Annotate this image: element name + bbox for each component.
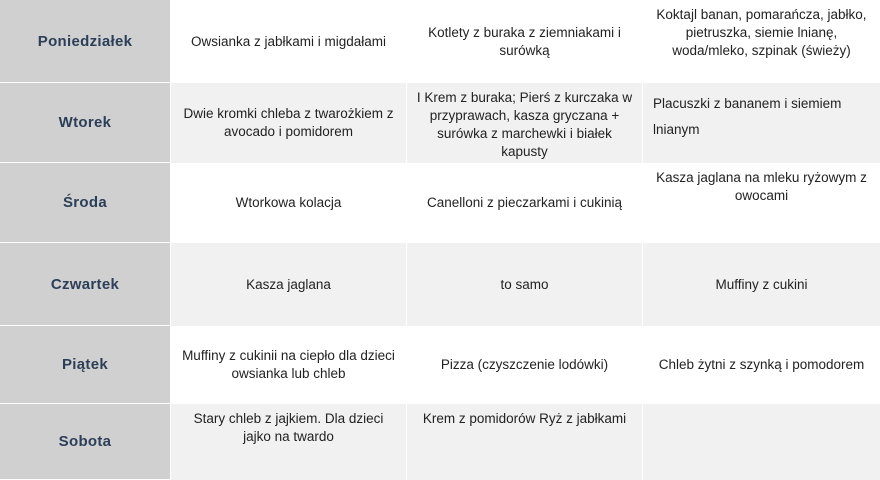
meal-cell: I Krem z buraka; Pierś z kurczaka w przyprawach, kasza gryczana + surówka z marchewki i białek kapusty [406,83,642,163]
meal-cell: Chleb żytni z szynką i pomodorem [642,326,880,404]
meal-cell [642,404,880,480]
meal-cell: Canelloni z pieczarkami i cukinią [406,163,642,243]
meal-cell: Owsianka z jabłkami i migdałami [170,0,406,83]
meal-cell: Muffiny z cukini [642,243,880,326]
day-label-wednesday: Środa [0,163,170,243]
day-label-thursday: Czwartek [0,243,170,326]
meal-cell: Dwie kromki chleba z twarożkiem z avocado i pomidorem [170,83,406,163]
table-row-friday [0,326,880,404]
table-row-thursday [0,243,880,326]
day-label-saturday: Sobota [0,404,170,480]
table-row-monday [0,0,880,83]
day-label-monday: Poniedziałek [0,0,170,83]
table-row-saturday [0,404,880,480]
meal-cell: Muffiny z cukinii na ciepło dla dzieci owsianka lub chleb [170,326,406,404]
day-label-tuesday: Wtorek [0,83,170,163]
meal-cell: Pizza (czyszczenie lodówki) [406,326,642,404]
meal-cell: Stary chleb z jajkiem. Dla dzieci jajko na twardo [170,404,406,480]
meal-cell: Krem z pomidorów Ryż z jabłkami [406,404,642,480]
meal-cell: Kasza jaglana na mleku ryżowym z owocami [642,163,880,243]
meal-cell: Wtorkowa kolacja [170,163,406,243]
meal-cell: Koktajl banan, pomarańcza, jabłko, pietruszka, siemie lnianę, woda/mleko, szpinak (świeży) [642,0,880,83]
meal-cell: Kotlety z buraka z ziemniakami i surówką [406,0,642,83]
table-row-tuesday [0,83,880,163]
day-label-friday: Piątek [0,326,170,404]
meal-cell: Placuszki z bananem i siemiem lnianym [642,83,880,163]
meal-cell: Kasza jaglana [170,243,406,326]
meal-cell: to samo [406,243,642,326]
table-row-wednesday [0,163,880,243]
